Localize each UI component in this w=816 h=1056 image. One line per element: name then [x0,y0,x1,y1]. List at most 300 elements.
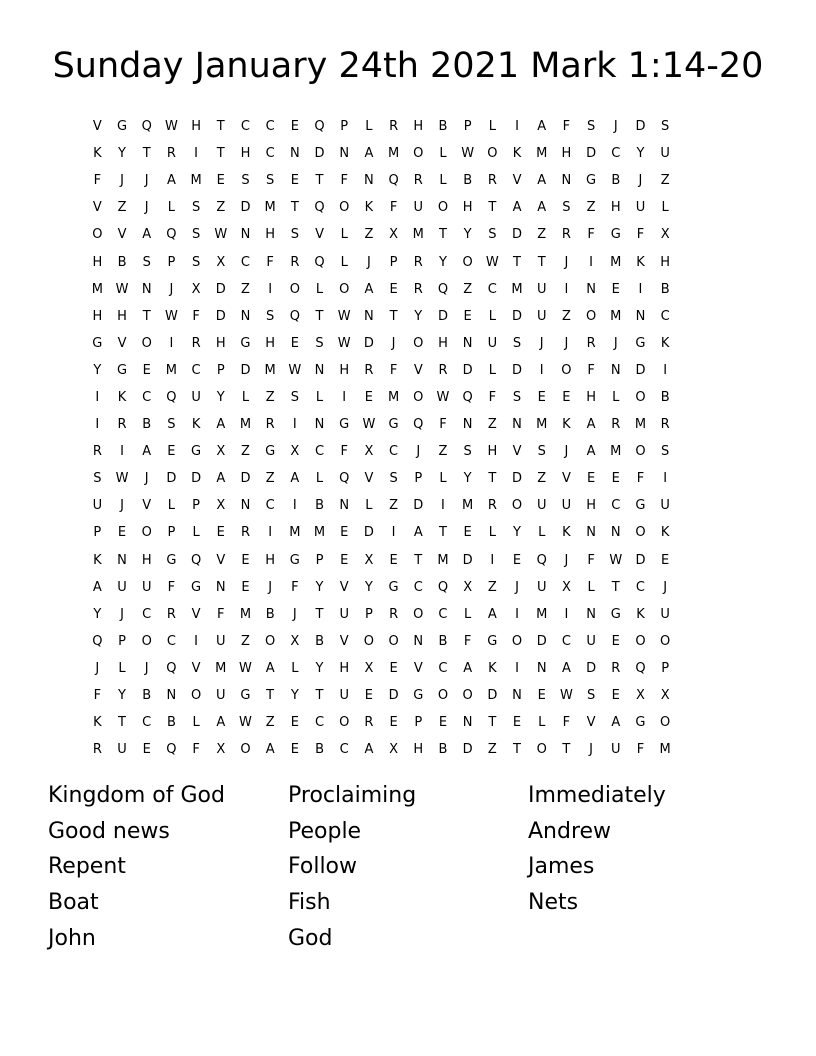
word-search-grid [85,113,729,763]
grid-letter: J [169,281,174,297]
grid-letter: I [490,552,495,568]
grid-letter: S [463,444,472,460]
grid-letter: K [93,715,102,731]
grid-letter: D [586,146,597,162]
grid-letter: M [289,525,301,541]
grid-letter: E [241,552,250,568]
grid-row [85,547,729,574]
grid-letter: D [413,498,424,514]
grid-letter: U [92,498,103,514]
grid-letter: K [93,552,102,568]
grid-letter: I [169,335,174,351]
grid-row [85,221,729,248]
grid-letter: K [117,389,127,405]
word-list-item: Good news [48,818,170,844]
grid-letter: W [337,335,351,351]
grid-letter: K [660,335,670,351]
grid-letter: R [487,498,497,514]
grid-letter: E [241,579,250,595]
grid-letter: N [314,417,325,433]
grid-letter: E [586,471,596,487]
grid-row [85,248,729,275]
grid-letter: K [636,254,645,270]
grid-letter: M [91,281,103,297]
grid-letter: E [290,335,299,351]
grid-letter: F [217,606,225,622]
grid-letter: Z [463,281,473,297]
word-list-item: Repent [48,854,126,880]
grid-letter: L [340,227,348,243]
grid-letter: H [215,335,226,351]
grid-letter: O [265,633,276,649]
grid-letter: L [167,200,176,216]
grid-letter: J [613,335,618,351]
grid-letter: O [413,335,424,351]
grid-letter: I [268,525,273,541]
grid-letter: Y [315,579,324,595]
grid-letter: P [340,119,349,135]
grid-letter: Z [265,389,275,405]
grid-letter: A [364,146,374,162]
word-list-item: Follow [288,854,358,880]
grid-letter: Z [537,227,547,243]
grid-letter: G [610,227,621,243]
grid-letter: S [191,227,201,243]
grid-letter: L [661,200,669,216]
grid-letter: I [391,525,396,541]
grid-letter: R [413,254,423,270]
grid-letter: L [488,362,496,378]
grid-letter: D [536,633,547,649]
grid-letter: K [660,525,670,541]
grid-letter: K [562,417,571,433]
grid-letter: H [265,227,276,243]
grid-letter: R [364,362,374,378]
grid-letter: O [240,742,251,758]
grid-letter: B [315,633,324,649]
grid-letter: U [536,579,547,595]
grid-letter: V [92,200,102,216]
grid-letter: Q [166,389,177,405]
grid-letter: I [292,417,297,433]
grid-row [85,276,729,303]
grid-letter: G [240,335,251,351]
grid-letter: G [635,335,646,351]
grid-letter: J [564,444,569,460]
grid-letter: O [339,281,350,297]
grid-letter: B [611,173,621,189]
grid-letter: O [437,200,449,216]
grid-letter: Q [314,254,325,270]
grid-letter: E [216,173,225,189]
word-list-item: Immediately [528,783,666,808]
grid-letter: C [142,389,152,405]
grid-letter: A [537,119,547,135]
grid-letter: V [364,471,374,487]
grid-letter: M [239,606,252,622]
grid-letter: M [536,417,548,433]
grid-letter: O [339,715,350,731]
grid-letter: G [116,362,128,378]
grid-letter: V [339,633,349,649]
grid-letter: M [387,389,400,405]
grid-letter: S [586,119,596,135]
grid-letter: E [290,742,299,758]
grid-letter: T [513,742,521,758]
grid-letter: L [488,525,496,541]
grid-letter: U [536,308,547,324]
word-list-item: People [288,818,362,844]
grid-letter: S [290,389,299,405]
grid-row [85,628,729,655]
grid-letter: Y [414,308,423,324]
grid-letter: E [142,362,151,378]
grid-letter: P [192,498,201,514]
grid-letter: L [538,715,546,731]
grid-letter: O [635,389,646,405]
grid-letter: R [364,715,374,731]
grid-letter: J [663,579,668,595]
grid-letter: N [512,417,522,433]
grid-letter: H [92,254,103,270]
grid-letter: L [538,525,546,541]
grid-letter: D [363,525,374,541]
grid-letter: N [586,606,596,622]
grid-letter: I [539,362,544,378]
grid-letter: X [389,742,399,758]
grid-row [85,194,729,221]
grid-letter: F [266,254,274,270]
grid-letter: F [587,552,595,568]
grid-letter: A [364,281,374,297]
grid-letter: J [120,606,124,622]
grid-letter: G [610,606,621,622]
grid-letter: U [611,742,621,758]
grid-letter: A [611,715,621,731]
grid-letter: L [365,119,373,135]
grid-letter: I [120,444,124,460]
grid-letter: B [463,173,473,189]
grid-letter: D [437,308,448,324]
grid-letter: C [265,119,275,135]
grid-letter: Q [289,308,300,324]
grid-letter: E [537,389,546,405]
grid-letter: E [389,660,398,676]
grid-letter: E [512,552,522,568]
grid-letter: N [610,525,621,541]
grid-letter: L [315,389,324,405]
grid-row [85,601,729,628]
grid-letter: I [663,471,668,487]
grid-letter: S [661,444,670,460]
grid-letter: T [389,308,398,324]
grid-letter: J [292,606,297,622]
grid-letter: D [462,742,473,758]
grid-letter: F [636,227,645,243]
grid-row [85,519,729,546]
grid-letter: G [635,715,646,731]
grid-letter: J [564,254,569,270]
grid-letter: H [586,498,596,514]
grid-letter: E [537,688,546,704]
grid-letter: D [240,362,251,378]
grid-row [85,492,729,519]
grid-letter: I [564,606,569,622]
grid-letter: W [609,552,623,568]
grid-letter: I [441,498,445,514]
grid-letter: D [462,362,473,378]
grid-letter: I [194,633,199,649]
grid-letter: G [166,552,177,568]
grid-letter: F [167,579,176,595]
grid-letter: V [191,660,201,676]
grid-letter: G [339,417,350,433]
grid-letter: T [315,606,324,622]
word-list-item: Proclaiming [288,783,417,808]
grid-letter: O [413,606,424,622]
grid-letter: W [164,119,178,135]
grid-letter: Y [118,146,126,162]
grid-letter: N [536,660,547,676]
grid-letter: S [142,254,151,270]
grid-letter: H [413,119,424,135]
grid-letter: R [389,119,399,135]
grid-letter: M [437,552,449,568]
grid-letter: H [660,254,671,270]
grid-letter: Z [438,444,448,460]
grid-letter: F [587,362,595,378]
grid-letter: V [117,227,127,243]
grid-letter: Y [513,525,521,541]
grid-letter: L [192,715,200,731]
grid-letter: T [315,173,324,189]
word-list-item: God [288,925,333,951]
grid-letter: D [363,335,374,351]
grid-letter: W [485,254,499,270]
grid-letter: X [216,254,226,270]
grid-letter: O [141,335,152,351]
grid-letter: L [439,471,447,487]
grid-letter: D [512,362,523,378]
grid-letter: M [610,444,622,460]
grid-letter: A [142,227,152,243]
grid-letter: V [117,335,127,351]
grid-letter: B [660,389,670,405]
grid-letter: P [389,254,398,270]
grid-letter: G [388,417,399,433]
grid-letter: D [512,308,523,324]
grid-letter: B [438,742,448,758]
grid-letter: J [144,200,149,216]
grid-letter: M [215,660,227,676]
grid-letter: C [240,119,250,135]
grid-letter: U [536,498,547,514]
grid-letter: H [92,308,103,324]
grid-letter: O [462,688,473,704]
grid-letter: E [661,552,670,568]
grid-letter: Q [339,471,350,487]
word-list-item: Kingdom of God [48,783,225,808]
grid-letter: R [413,173,423,189]
grid-row [85,709,729,736]
grid-letter: I [564,281,569,297]
grid-letter: U [413,200,424,216]
grid-letter: J [120,498,124,514]
grid-letter: P [167,525,176,541]
grid-letter: T [315,308,324,324]
grid-letter: Q [635,660,646,676]
grid-letter: T [438,525,447,541]
grid-letter: I [663,362,668,378]
grid-letter: C [438,606,448,622]
grid-letter: N [364,308,374,324]
grid-letter: U [660,498,670,514]
grid-letter: Q [92,633,103,649]
grid-row [85,113,729,140]
grid-letter: T [488,715,497,731]
grid-letter: O [190,688,202,704]
grid-letter: D [215,308,226,324]
grid-letter: E [290,715,299,731]
grid-letter: D [166,471,177,487]
grid-letter: T [513,254,521,270]
grid-letter: W [115,281,129,297]
grid-letter: L [340,254,348,270]
grid-letter: W [461,146,475,162]
grid-letter: S [562,200,571,216]
grid-letter: S [512,389,522,405]
grid-letter: M [511,281,523,297]
grid-letter: X [216,498,226,514]
grid-letter: E [611,688,620,704]
grid-letter: J [144,173,149,189]
grid-letter: O [437,688,449,704]
grid-letter: G [487,633,498,649]
grid-letter: T [142,308,151,324]
grid-letter: F [389,200,398,216]
grid-letter: T [438,227,447,243]
grid-letter: O [487,146,498,162]
grid-letter: S [661,119,670,135]
grid-letter: E [512,715,522,731]
grid-letter: E [389,281,398,297]
grid-letter: A [463,660,473,676]
grid-letter: X [364,444,374,460]
grid-letter: P [118,633,126,649]
grid-letter: Z [241,281,250,297]
word-list-column [48,778,278,957]
grid-letter: V [561,471,571,487]
grid-letter: B [142,417,152,433]
grid-letter: R [240,525,250,541]
grid-letter: E [611,633,620,649]
grid-letter: M [634,417,647,433]
grid-letter: W [362,417,376,433]
grid-row [85,574,729,601]
grid-letter: A [364,742,374,758]
grid-letter: L [315,471,324,487]
grid-row [85,330,729,357]
grid-letter: C [438,660,448,676]
grid-letter: T [315,688,324,704]
grid-letter: R [413,281,423,297]
grid-letter: J [613,119,618,135]
grid-letter: H [438,335,448,351]
grid-letter: U [191,389,201,405]
grid-letter: V [315,227,324,243]
grid-letter: R [660,417,670,433]
grid-letter: Z [241,633,250,649]
grid-letter: D [240,471,251,487]
grid-letter: Y [463,471,472,487]
grid-letter: J [391,335,396,351]
grid-letter: J [416,444,421,460]
grid-letter: Q [536,552,547,568]
grid-letter: S [93,471,102,487]
grid-letter: R [191,335,201,351]
grid-letter: E [438,715,448,731]
grid-letter: I [515,660,519,676]
grid-letter: E [463,525,472,541]
word-list-item: John [48,925,96,951]
grid-letter: S [512,335,522,351]
word-list-column [528,778,758,921]
grid-letter: F [636,742,645,758]
grid-letter: I [95,389,100,405]
grid-letter: I [515,606,519,622]
grid-letter: T [290,200,299,216]
grid-letter: R [487,173,497,189]
grid-letter: W [436,389,450,405]
grid-row [85,411,729,438]
grid-letter: M [387,146,400,162]
grid-letter: F [562,715,571,731]
grid-letter: N [166,688,177,704]
grid-letter: R [561,227,571,243]
grid-letter: A [561,660,571,676]
word-list-item: James [528,854,595,880]
grid-letter: S [290,227,299,243]
grid-letter: A [586,444,596,460]
grid-letter: L [587,579,595,595]
grid-letter: T [611,579,620,595]
grid-letter: T [216,119,225,135]
grid-letter: S [389,471,398,487]
grid-letter: M [264,200,276,216]
grid-letter: Y [364,579,373,595]
grid-row [85,384,729,411]
grid-row [85,140,729,167]
grid-letter: Q [413,417,424,433]
grid-letter: L [241,389,250,405]
grid-letter: G [265,444,276,460]
grid-letter: H [191,119,201,135]
grid-letter: H [265,335,276,351]
grid-letter: A [142,444,152,460]
grid-letter: J [366,254,371,270]
grid-letter: S [537,444,546,460]
grid-row [85,303,729,330]
grid-letter: R [265,417,275,433]
grid-letter: U [339,606,349,622]
grid-letter: N [586,525,596,541]
grid-letter: P [364,606,373,622]
grid-letter: O [462,254,473,270]
grid-letter: Q [437,281,449,297]
grid-letter: B [117,254,127,270]
grid-letter: P [414,471,423,487]
grid-letter: N [635,308,646,324]
